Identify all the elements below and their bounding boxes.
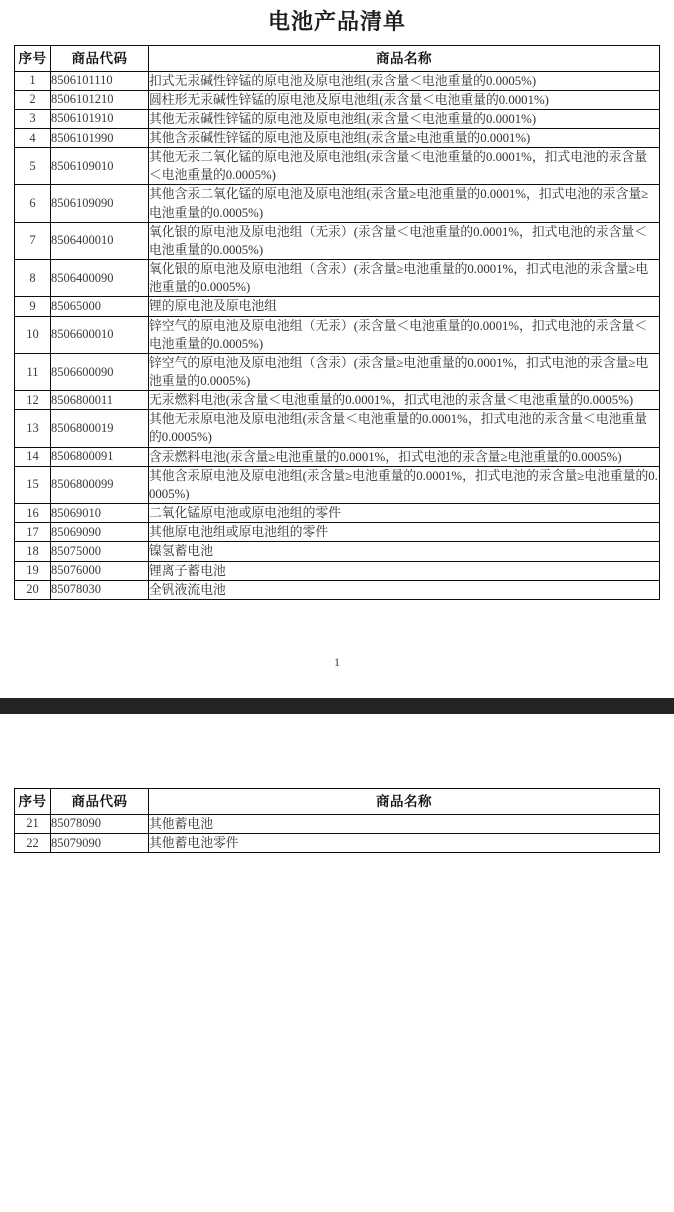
cell-product-code: 85069090: [51, 523, 149, 542]
cell-product-name: 全钒液流电池: [149, 580, 660, 599]
cell-product-name: 圆柱形无汞碱性锌锰的原电池及原电池组(汞含量＜电池重量的0.0001%): [149, 90, 660, 109]
battery-product-table-page-2: [14, 788, 660, 853]
cell-product-code: 85078030: [51, 580, 149, 599]
cell-serial-number: 11: [15, 353, 51, 390]
cell-product-name: 其他原电池组或原电池组的零件: [149, 523, 660, 542]
table-row: [15, 148, 660, 185]
cell-product-code: 8506101210: [51, 90, 149, 109]
cell-product-name: 其他无汞二氧化锰的原电池及原电池组(汞含量＜电池重量的0.0001%，扣式电池的汞含量＜电池重量的0.0005%): [149, 148, 660, 185]
column-header-product-code: 商品代码: [51, 45, 149, 71]
cell-product-code: 8506400010: [51, 222, 149, 259]
column-header-serial-number: 序号: [15, 788, 51, 814]
cell-product-name: 锌空气的原电池及原电池组（无汞）(汞含量＜电池重量的0.0001%，扣式电池的汞含量＜电池重量的0.0005%): [149, 316, 660, 353]
cell-product-code: 8506800011: [51, 391, 149, 410]
cell-serial-number: 15: [15, 466, 51, 503]
cell-product-name: 其他蓄电池: [149, 814, 660, 833]
page-separator-bar: [0, 698, 674, 714]
cell-product-name: 扣式无汞碱性锌锰的原电池及原电池组(汞含量＜电池重量的0.0005%): [149, 71, 660, 90]
cell-product-name: 锌空气的原电池及原电池组（含汞）(汞含量≥电池重量的0.0001%，扣式电池的汞含量≥电池重量的0.0005%): [149, 353, 660, 390]
cell-serial-number: 2: [15, 90, 51, 109]
cell-serial-number: 20: [15, 580, 51, 599]
page-number-footer: 1: [334, 654, 340, 669]
cell-product-name: 其他蓄电池零件: [149, 834, 660, 853]
cell-serial-number: 7: [15, 222, 51, 259]
cell-serial-number: 4: [15, 128, 51, 147]
cell-product-code: 85076000: [51, 561, 149, 580]
table-row: [15, 542, 660, 561]
table-row: [15, 71, 660, 90]
cell-product-name: 镍氢蓄电池: [149, 542, 660, 561]
cell-product-code: 8506101910: [51, 109, 149, 128]
table-row: [15, 109, 660, 128]
cell-serial-number: 13: [15, 410, 51, 447]
table-header-row: [15, 788, 660, 814]
cell-product-code: 85079090: [51, 834, 149, 853]
table-row: [15, 814, 660, 833]
table-row: [15, 834, 660, 853]
cell-product-name: 锂的原电池及原电池组: [149, 297, 660, 316]
cell-product-name: 锂离子蓄电池: [149, 561, 660, 580]
document-page-2: [0, 788, 674, 853]
table-row: [15, 222, 660, 259]
cell-serial-number: 18: [15, 542, 51, 561]
column-header-product-code: 商品代码: [51, 788, 149, 814]
table-row: [15, 523, 660, 542]
cell-serial-number: 19: [15, 561, 51, 580]
cell-serial-number: 10: [15, 316, 51, 353]
table-row: [15, 260, 660, 297]
cell-product-code: 8506101110: [51, 71, 149, 90]
cell-serial-number: 3: [15, 109, 51, 128]
table-row: [15, 316, 660, 353]
cell-product-code: 8506800091: [51, 447, 149, 466]
cell-product-code: 85075000: [51, 542, 149, 561]
column-header-product-name: 商品名称: [149, 788, 660, 814]
cell-serial-number: 1: [15, 71, 51, 90]
cell-serial-number: 21: [15, 814, 51, 833]
page-break-spacer-top: [0, 680, 674, 698]
cell-product-name: 其他含汞原电池及原电池组(汞含量≥电池重量的0.0001%，扣式电池的汞含量≥电池重量的0.0005%): [149, 466, 660, 503]
cell-serial-number: 12: [15, 391, 51, 410]
table-body-page-1: [15, 71, 660, 599]
table-row: [15, 297, 660, 316]
cell-product-name: 其他含汞二氧化锰的原电池及原电池组(汞含量≥电池重量的0.0001%，扣式电池的汞含量≥电池重量的0.0005%): [149, 185, 660, 222]
cell-serial-number: 9: [15, 297, 51, 316]
table-body-page-2: [15, 814, 660, 852]
page-break-spacer-bottom: [0, 714, 674, 788]
cell-product-name: 其他无汞碱性锌锰的原电池及原电池组(汞含量＜电池重量的0.0001%): [149, 109, 660, 128]
cell-product-name: 其他无汞原电池及原电池组(汞含量＜电池重量的0.0001%，扣式电池的汞含量＜电池重量的0.0005%): [149, 410, 660, 447]
table-header-row: [15, 45, 660, 71]
table-row: [15, 90, 660, 109]
table-row: [15, 466, 660, 503]
cell-product-code: 85065000: [51, 297, 149, 316]
cell-product-code: 8506400090: [51, 260, 149, 297]
table-row: [15, 504, 660, 523]
cell-product-name: 氧化银的原电池及原电池组（无汞）(汞含量＜电池重量的0.0001%，扣式电池的汞含量＜电池重量的0.0005%): [149, 222, 660, 259]
cell-product-name: 无汞燃料电池(汞含量＜电池重量的0.0001%，扣式电池的汞含量＜电池重量的0.0005%): [149, 391, 660, 410]
cell-product-code: 8506101990: [51, 128, 149, 147]
table-row: [15, 185, 660, 222]
cell-product-name: 其他含汞碱性锌锰的原电池及原电池组(汞含量≥电池重量的0.0001%): [149, 128, 660, 147]
cell-product-code: 8506600010: [51, 316, 149, 353]
cell-serial-number: 5: [15, 148, 51, 185]
table-row: [15, 447, 660, 466]
table-row: [15, 353, 660, 390]
cell-product-code: 8506109090: [51, 185, 149, 222]
column-header-product-name: 商品名称: [149, 45, 660, 71]
table-row: [15, 561, 660, 580]
column-header-serial-number: 序号: [15, 45, 51, 71]
cell-product-name: 氧化银的原电池及原电池组（含汞）(汞含量≥电池重量的0.0001%，扣式电池的汞含量≥电池重量的0.0005%): [149, 260, 660, 297]
cell-product-code: 8506109010: [51, 148, 149, 185]
cell-product-code: 8506800019: [51, 410, 149, 447]
cell-serial-number: 17: [15, 523, 51, 542]
page-title: 电池产品清单: [267, 9, 406, 34]
cell-serial-number: 14: [15, 447, 51, 466]
cell-product-code: 8506800099: [51, 466, 149, 503]
cell-product-code: 85069010: [51, 504, 149, 523]
cell-serial-number: 16: [15, 504, 51, 523]
battery-product-table-page-1: [14, 45, 660, 600]
table-row: [15, 410, 660, 447]
cell-serial-number: 22: [15, 834, 51, 853]
cell-serial-number: 6: [15, 185, 51, 222]
table-row: [15, 391, 660, 410]
cell-product-name: 二氧化锰原电池或原电池组的零件: [149, 504, 660, 523]
table-row: [15, 128, 660, 147]
cell-product-code: 85078090: [51, 814, 149, 833]
cell-product-code: 8506600090: [51, 353, 149, 390]
cell-serial-number: 8: [15, 260, 51, 297]
cell-product-name: 含汞燃料电池(汞含量≥电池重量的0.0001%，扣式电池的汞含量≥电池重量的0.0005%): [149, 447, 660, 466]
table-row: [15, 580, 660, 599]
